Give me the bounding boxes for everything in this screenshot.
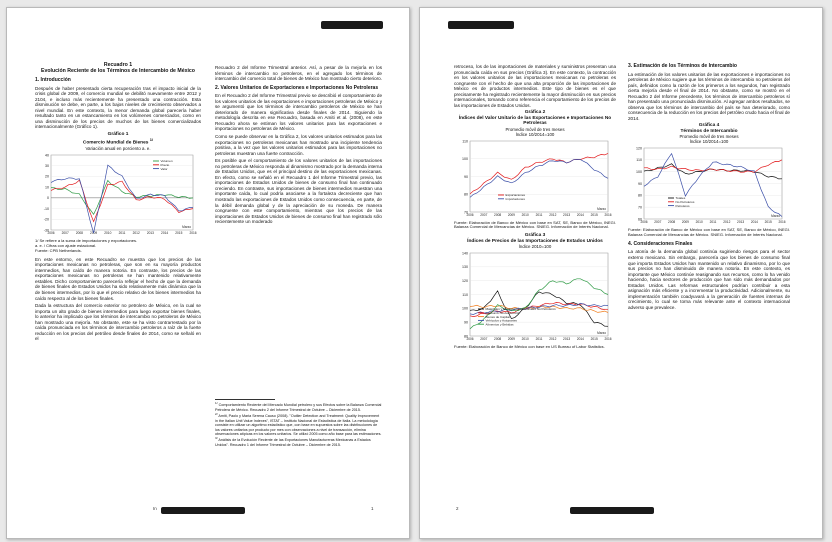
legend-label: Consumo No Automotriz [485, 311, 520, 315]
chart1-note-2: a. e. / Cifras con ajuste estacional. [35, 243, 97, 249]
y-tick-label: -20 [43, 217, 49, 222]
series-line [51, 165, 193, 233]
chart4-source: Fuente: Elaboración de Banco de México con base en SAT, SE, Banco de México, INEGI. Balanza Comercial de Mercancías de México. SNIEG. Información de Interés Nacional. [628, 227, 790, 238]
y-tick-label: 120 [462, 278, 468, 283]
legend-label: Importaciones [505, 196, 525, 201]
chart1-footnote-mark: 1/ [149, 137, 154, 143]
y-tick-label: 100 [462, 306, 468, 311]
section-2-heading: 2. Valores Unitarios de Exportaciones e Importaciones No Petroleras [215, 84, 379, 91]
chart4-title: Gráfica 4 [698, 123, 720, 129]
legend-label: Vehículos y Autopartes [485, 318, 517, 323]
y-tick-label: 80 [464, 334, 468, 339]
x-tick-label: 2016 [778, 220, 786, 225]
x-tick-label: 2010 [521, 337, 529, 342]
chart4-subtitle-1: Promedio móvil de tres meses [679, 134, 739, 140]
series-line [644, 164, 782, 179]
x-tick-label: 2011 [709, 220, 717, 225]
x-tick-label: 2007 [654, 220, 662, 225]
series-line [470, 159, 608, 197]
x-tick-label: 2016 [604, 337, 612, 342]
x-tick-label: 2006 [466, 212, 474, 217]
x-tick-label: 2008 [75, 231, 83, 236]
chart3-source: Fuente: Elaboración de Banco de México con base en US Bureau of Labor Statistics. [454, 344, 605, 349]
y-tick-label: 90 [464, 174, 468, 179]
section-3-heading: 3. Estimación de los Términos de Intercambio [628, 63, 737, 69]
y-tick-label: 40 [45, 153, 49, 158]
paragraph: En el Recuadro 2 del Informe Trimestral previo se describió el comportamiento de los valores unitarios de las exportaciones e importaciones petroleras de México y se argumentó que los términos de intercambio petroleros de México se han deteriorado de manera significativa desde finales de 2014. Siguiendo la metodología descrita en ese Recuadro, basada en Amiti et al. (2008), en este Recuadro ahora se estiman los valores unitarios para las exportaciones e importaciones no petroleras de México. [215, 93, 382, 132]
chart3-slot [454, 249, 616, 345]
chart4-slot [628, 144, 790, 228]
redacted-footer [570, 507, 654, 514]
x-tick-label: 2009 [507, 337, 515, 342]
legend-label: Exportaciones [505, 192, 526, 197]
chart2-svg [454, 137, 616, 221]
x-tick-label: 2006 [640, 220, 648, 225]
chart4-subtitle-2: Índice 10/2014=100 [689, 139, 729, 145]
y-tick-label: 60 [638, 217, 642, 222]
y-tick-label: 0 [47, 196, 49, 201]
x-tick-label: 2007 [480, 212, 488, 217]
chart1-title-2 [35, 137, 201, 146]
legend-label: Alimentos y Bebidas [485, 322, 514, 327]
paragraph: La atonía de la demanda global continúa sugiriendo riesgos para el sector externo mexicano. Sin embargo, parecería que los bienes de consumo final que importa Estados Unidos han mantenido un relativo dinamismo, por lo que sus precios no han disminuido de manera notoria. En este contexto, es importante que México continúe reasignando sus recursos, como lo ha venido haciendo, hacia sectores de producción que han sido más demandados por Estados Unidos. Las reformas estructurales podrían contribuir a esta asignación más eficiente y a incrementar la productividad. Adicionalmente, su implementación también coadyuvará a la generación de fuentes internas de crecimiento, lo cual se torna más relevante ante el contexto internacional adverso que prevalece. [628, 249, 790, 310]
x-tick-label: 2016 [189, 231, 197, 236]
y-tick-label: 110 [636, 158, 642, 163]
page-1 [6, 7, 410, 539]
legend-label: Totales [675, 196, 686, 201]
footnote-1-mark: 1/ [215, 401, 218, 405]
x-tick-label: 2009 [507, 212, 515, 217]
page2-right-column [628, 64, 790, 312]
box-title: Recuadro 1 [103, 62, 133, 68]
section-4-heading: 4. Consideraciones Finales [628, 240, 693, 247]
footnote-3 [215, 436, 382, 447]
page2-left-column [454, 64, 616, 350]
end-label: Marzo [597, 331, 606, 335]
footnote-2 [215, 412, 382, 436]
redacted-header [448, 21, 514, 29]
x-tick-label: 2009 [681, 220, 689, 225]
x-tick-label: 2012 [549, 212, 557, 217]
footer-left: In [153, 506, 157, 511]
x-tick-label: 2011 [118, 231, 126, 236]
y-tick-label: 130 [462, 265, 468, 270]
chart2-subtitle-1: Promedio móvil de tres meses [505, 126, 565, 132]
page-number: 2 [456, 506, 459, 511]
x-tick-label: 2010 [104, 231, 112, 236]
x-tick-label: 2009 [90, 231, 98, 236]
chart4-title-2: Términos de Intercambio [680, 128, 738, 134]
x-tick-label: 2010 [521, 212, 529, 217]
chart3-title: Gráfica 3 [524, 233, 546, 239]
y-tick-label: 140 [462, 251, 468, 256]
x-tick-label: 2014 [161, 231, 169, 236]
y-tick-label: 10 [45, 185, 49, 190]
x-tick-label: 2016 [604, 212, 612, 217]
x-tick-label: 2014 [576, 337, 584, 342]
page-number: 1 [371, 506, 374, 511]
x-tick-label: 2013 [146, 231, 154, 236]
paragraph: Como se puede observar en la Gráfica 2, los valores unitarios estimados para las exportaciones no petroleras mexicanas han mostrado una incipiente tendencia positiva, a la vez que los valores unitarios estimados para las importaciones no petroleras muestran una fuerte contracción. [215, 134, 382, 156]
legend-label: Volumen [160, 159, 173, 164]
chart2-title-2: Índices del Valor Unitario de las Exportaciones e Importaciones No Petroleras [458, 115, 612, 127]
x-tick-label: 2013 [737, 220, 745, 225]
paragraph: Es posible que el comportamiento de los valores unitarios de las importaciones no petroleras de México responda al dinamismo mostrado por la demanda interna de Estados Unidos, que es el principal destino de las exportaciones mexicanas. En efecto, como se señaló en el Recuadro 1 del Informe Trimestral previo, las importaciones de Estados Unidos de bienes de consumo final han continuado creciendo. En contraste, sus importaciones de bienes intermedios muestran una importante caída, lo cual podría asociarse a la fortaleza decreciente que han mostrado las exportaciones de Estados Unidos como consecuencia, en parte, de la débil demanda global y de la apreciación de su moneda. De manera congruente con este comportamiento, mientras que los precios de las importaciones de Estados Unidos de bienes de consumo final han registrado sólo recientemente un moderado [215, 158, 382, 225]
footnote-1-text: Comportamiento Reciente del Mercado Mundial petrolero y sus Efectos sobre la Balanza Comercial Petrolera de México. Recuadro 2 del Informe Trimestral de Octubre – Diciembre de 2015. [215, 403, 382, 412]
chart1-title-label: Gráfico 1 [107, 131, 129, 137]
chart4-svg [628, 144, 790, 228]
x-tick-label: 2012 [723, 220, 731, 225]
y-tick-label: -10 [43, 207, 49, 212]
x-tick-label: 2013 [563, 212, 571, 217]
y-tick-label: 80 [638, 193, 642, 198]
x-tick-label: 2015 [590, 337, 598, 342]
x-tick-label: 2006 [466, 337, 474, 342]
x-tick-label: 2014 [576, 212, 584, 217]
redacted-footer [161, 507, 245, 514]
legend-label: Materiales y Suministros Industriales No Petroleros [485, 307, 556, 312]
footnote-1 [215, 401, 382, 412]
y-tick-label: 70 [638, 205, 642, 210]
chart2-title: Gráfica 2 [524, 110, 546, 116]
end-label: Marzo [597, 206, 606, 211]
chart1-note-1: 1/ Se refiere a la suma de importaciones y exportaciones. [35, 238, 138, 244]
x-tick-label: 2015 [175, 231, 183, 236]
redacted-header [321, 21, 383, 29]
chart1-subtitle: Variación anual en porciento a. e. [85, 146, 151, 152]
y-tick-label: 120 [636, 146, 642, 151]
x-tick-label: 2008 [494, 212, 502, 217]
y-tick-label: 100 [636, 170, 642, 175]
legend-label: No Petroleros [675, 200, 695, 205]
legend-label: Precio [160, 163, 170, 168]
x-tick-label: 2015 [590, 212, 598, 217]
chart2-subtitle-2: Índice 10/2014=100 [515, 131, 555, 137]
chart2-source: Fuente: Elaboración de Banco de México con base en SAT, SE, Banco de México, INEGI. Balanza Comercial de Mercancías de México. SNIEG. Información de Interés Nacional. [454, 219, 616, 230]
chart1-title-text: Comercio Mundial de Bienes [82, 140, 149, 146]
y-tick-label: 90 [638, 182, 642, 187]
x-tick-label: 2012 [132, 231, 140, 236]
y-tick-label: -30 [43, 228, 49, 233]
footnote-3-mark: 3/ [215, 436, 218, 441]
end-label: Marzo [771, 214, 780, 219]
end-label: Marzo [182, 225, 191, 230]
series-line [51, 181, 193, 215]
y-tick-label: 90 [464, 320, 468, 325]
chart1-source: Fuente: CPB Netherlands. [35, 247, 82, 253]
chart2-slot [454, 137, 616, 221]
y-tick-label: 20 [45, 175, 49, 180]
paragraph: Dada la estructura del comercio exterior no petrolero de México, en la cual se importa un alto grado de bienes intermedios para luego exportar bienes finales, lo anterior ha implicado que los términos de intercambio no petroleros de México han mostrado una mejoría. No obstante, este se ha visto contrarrestado por la caída pronunciada en los términos de intercambio petroleros a raíz de la fuerte reducción en los precios del petróleo desde finales de 2014, como se señaló en el [35, 303, 201, 342]
section-1-heading: 1. Introducción [35, 77, 71, 83]
chart1-svg [35, 151, 201, 239]
paragraph: La estimación de los valores unitarios de las exportaciones e importaciones no petroleras de México sugiere que los términos de intercambio no petroleros del país, definidos como la razón de los primeros a los segundos, han registrado cierta mejoría desde el final de 2014. No obstante, como se mostró en el Recuadro 2 del Informe precedente, los términos de intercambio petroleros sí han presentado una pronunciada disminución. Al agregar ambos resultados, se observa que los términos de intercambio del país se han deteriorado, como consecuencia de la reducción en los precios del petróleo crudo hacia el final de 2014. [628, 71, 790, 121]
footnotes [215, 401, 382, 447]
chart1-slot [35, 151, 201, 239]
x-tick-label: 2011 [535, 337, 543, 342]
legend-label: Bienes de Capital [485, 314, 510, 319]
x-tick-label: 2014 [750, 220, 758, 225]
x-tick-label: 2008 [668, 220, 676, 225]
paragraph: Después de haber presentado cierta recuperación tras el impacto inicial de la crisis global de 2009, el comercio mundial se debilitó nuevamente entre 2012 y 2104, e incluso más recientemente ha presentado una contracción. Esta disminución se debe, en parte, a los bajos niveles de crecimiento observados a nivel mundial. En este contexto, la menor demanda global parecería haber resultado tanto en un estancamiento en los volúmenes comerciados, como en una disminución de los precios de muchos de los bienes comercializados internacionalmente (Gráfico 1). [35, 85, 201, 130]
y-tick-label: 80 [464, 192, 468, 197]
x-tick-label: 2008 [494, 337, 502, 342]
page1-left-column [35, 62, 201, 344]
footnote-2-mark: 2/ [215, 412, 218, 417]
x-tick-label: 2012 [549, 337, 557, 342]
page1-right-column [215, 65, 382, 227]
y-tick-label: 110 [462, 292, 468, 297]
x-tick-label: 2011 [535, 212, 543, 217]
footnote-2-text: Amiti, Paolo y Maria Serena Causo (2008). "Outlier Detection and Treatment: Quality Improvement in the Italian Unit Value Indexes", ISTAT – Instituto Nacional de Estadística de Italia. La metodología consiste en utilizar un algoritmo estadístico que, con base en supuestos sobre las distribuciones de los valores unitarios por producto por mes con observaciones a nivel de transacción, elimina observaciones atípicas en los valores unitarios. Se utilizó 2005 como año base para las estimaciones. [215, 414, 382, 436]
series-line [644, 160, 782, 173]
x-tick-label: 2015 [764, 220, 772, 225]
chart3-title-2: Índices de Precios de las Importaciones de Estados Unidos [467, 238, 603, 244]
legend-label: Petroleros [675, 204, 690, 209]
series-line [51, 180, 193, 222]
x-tick-label: 2010 [695, 220, 703, 225]
x-tick-label: 2013 [563, 337, 571, 342]
x-tick-label: 2007 [480, 337, 488, 342]
y-tick-label: 70 [464, 209, 468, 214]
footnote-rule [215, 399, 275, 400]
series-line [470, 153, 608, 194]
paragraph: Recuadro 2 del Informe Trimestral anterior. Así, a pesar de la mejoría en los términos de intercambio no petroleros, en el agregado los términos de intercambio del comercio total de bienes de México han mostrado cierto deterioro. [215, 65, 382, 82]
y-tick-label: 30 [45, 164, 49, 169]
page-2 [419, 7, 823, 539]
box-subtitle: Evolución Reciente de los Términos de Intercambio de México [41, 68, 195, 74]
legend-label: Valor [160, 167, 168, 172]
chart3-svg [454, 249, 616, 345]
x-tick-label: 2007 [61, 231, 69, 236]
paragraph: En este entorno, en este Recuadro se muestra que los precios de las importaciones mexicanas no petroleras, que son en su mayoría productos intermedios, han caído de manera notoria. En contraste, los precios de las exportaciones mexicanas no petroleras se han mantenido relativamente estables. Dicho comportamiento parecería reflejar el hecho de que la demanda de bienes finales de Estados Unidos ha sido relativamente más dinámica que la de bienes intermedios, por lo que el precio relativo de los bienes intermedios ha caído respecto al de los bienes finales. [35, 256, 201, 301]
footnote-3-text: Análisis de la Evolución Reciente de las Exportaciones Manufactureras Mexicanas a Estados Unidos". Recuadro 1 del Informe Trimestral de Octubre – Diciembre de 2015. [215, 438, 371, 447]
chart3-subtitle: Índice 2010=100 [518, 244, 552, 249]
y-tick-label: 110 [462, 138, 468, 143]
y-tick-label: 100 [462, 156, 468, 161]
paragraph: retroceso, los de las importaciones de materiales y suministros presentan una pronunciada caída en sus precios (Gráfica 3). En este contexto, la contracción en los valores unitarios de las importaciones mexicanas no petroleras es congruente con el hecho de que una alta proporción de las importaciones de México es de productos intermedios. Este tipo de bienes es el que precisamente ha registrado recientemente la mayor disminución en sus precios internacionales, tomando como referencia el comportamiento de los precios de las importaciones de Estados Unidos. [454, 64, 616, 108]
x-tick-label: 2006 [47, 231, 55, 236]
